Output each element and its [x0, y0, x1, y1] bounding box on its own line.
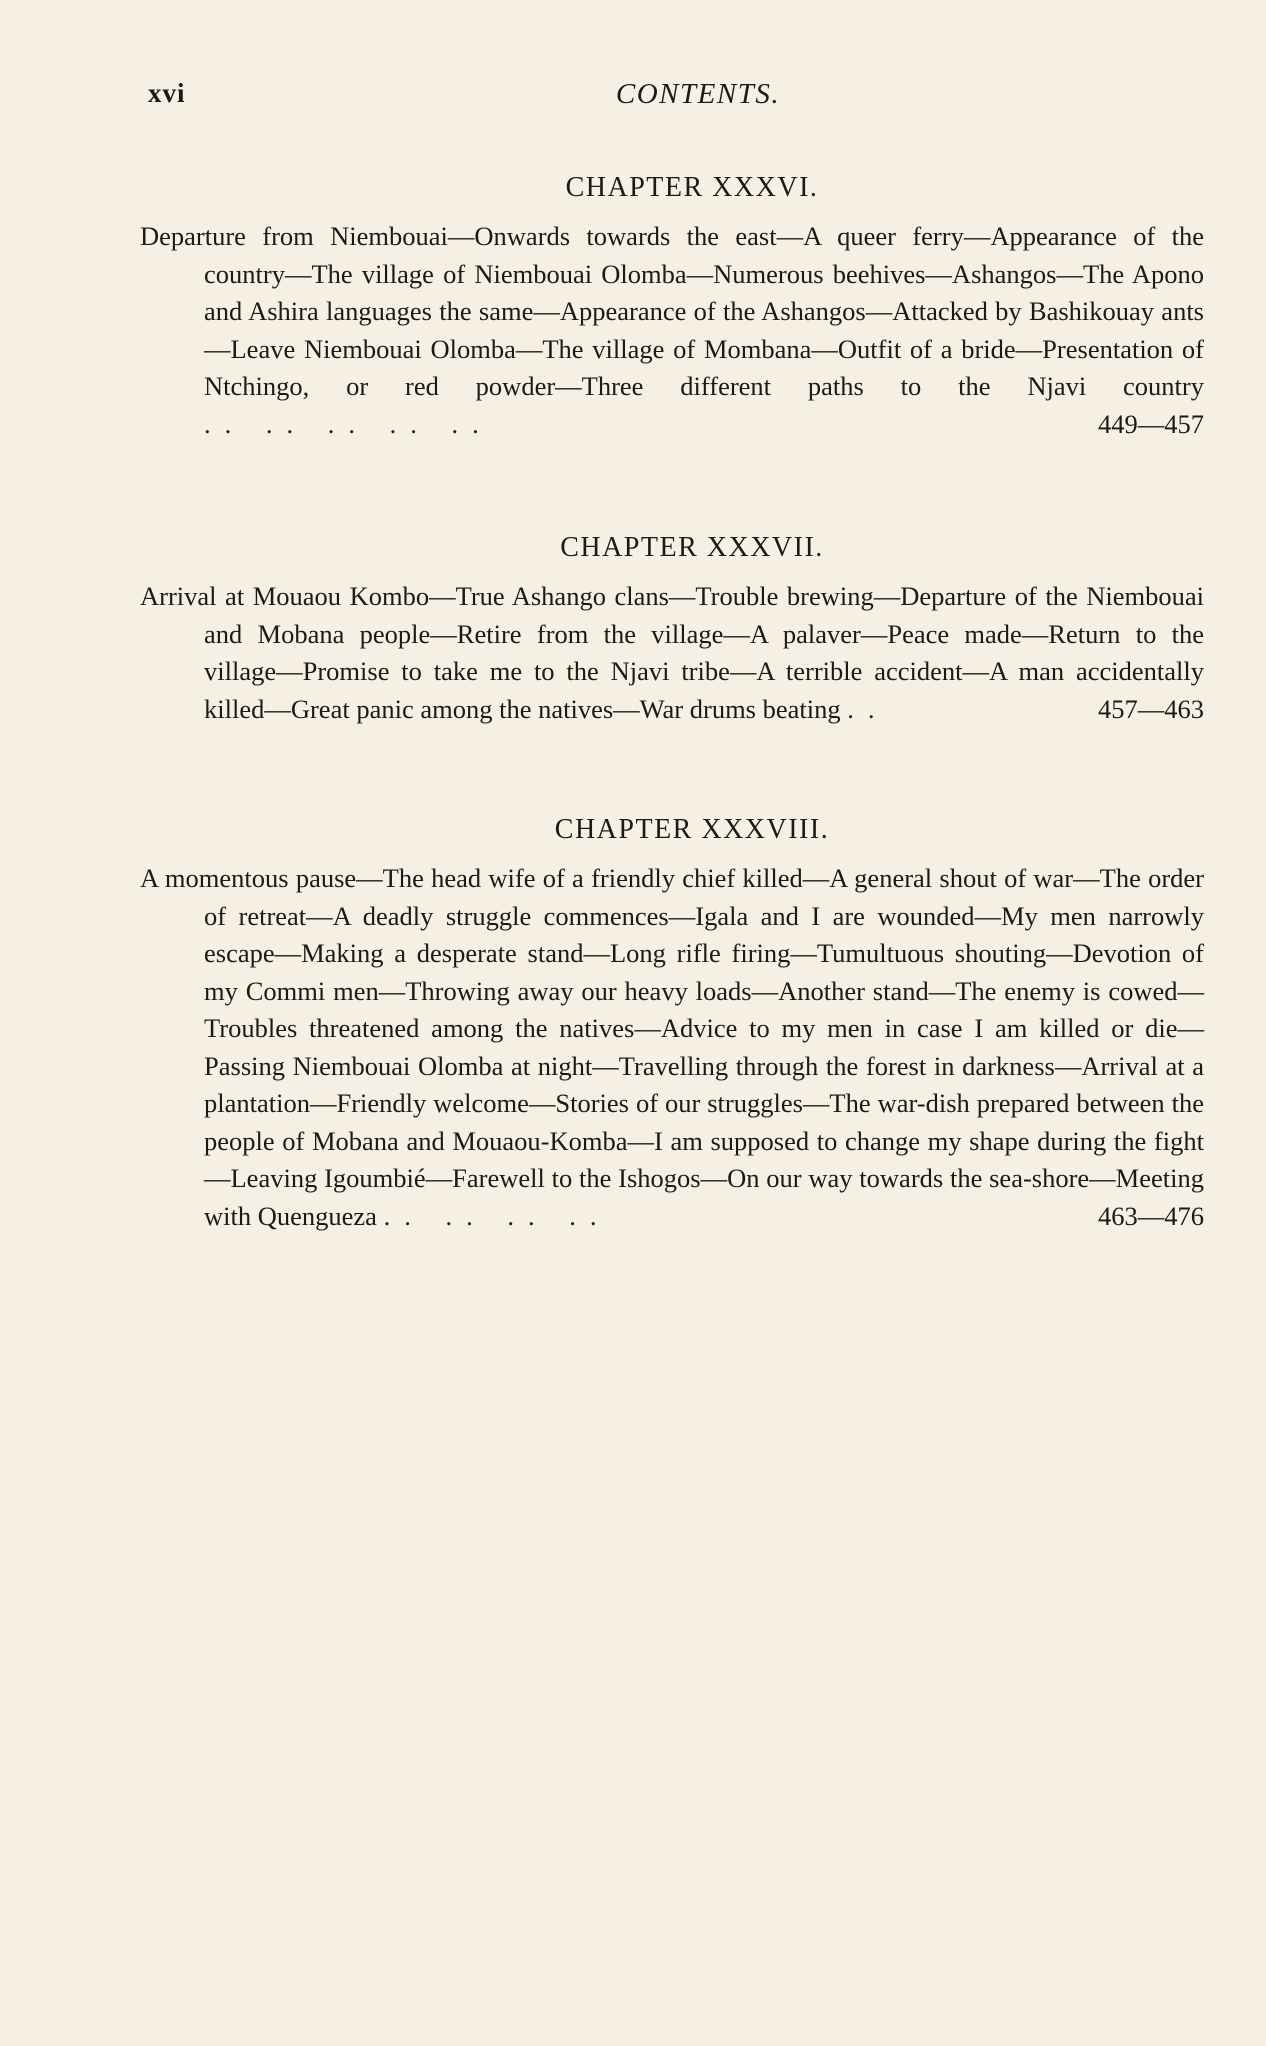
- dot-leaders: ..: [847, 693, 889, 724]
- page-range: 449—457: [1098, 408, 1204, 439]
- chapter-heading: CHAPTER XXXVII.: [560, 532, 824, 563]
- page-range: 457—463: [1098, 693, 1204, 724]
- chapter-summary: [140, 578, 1204, 728]
- chapter-heading: CHAPTER XXXVI.: [565, 172, 819, 203]
- chapter-entry: [140, 172, 1204, 443]
- dot-leaders: .. .. .. ..: [383, 1200, 611, 1231]
- chapter-summary: [140, 860, 1204, 1235]
- chapter-entry: [140, 532, 1204, 728]
- dot-leaders: .. .. .. .. ..: [204, 408, 493, 439]
- page-header: [148, 78, 1148, 118]
- page-range: 463—476: [1098, 1200, 1204, 1231]
- summary-text: Arrival at Mouaou Kombo—True Ashango clans—Trouble brewing—Departure of the Niembouai and Mobana people—Retire from the village—A palaver—Peace made—Return to the village—Promise to take me to the Njavi tribe—A terrible accident—A man accidentally killed—Great panic among the natives—War drums beating: [140, 581, 1204, 724]
- chapter-entry: [140, 814, 1204, 1235]
- page-number: xvi: [148, 78, 186, 108]
- summary-text: A momentous pause—The head wife of a friendly chief killed—A general shout of war—The order of retreat—A deadly struggle commences—Igala and I are wounded—My men narrowly escape—Making a desperate stand—Long rifle firing—Tumultuous shouting—Devotion of my Commi men—Throwing away our heavy loads—Another stand—The enemy is cowed—Troubles threatened among the natives—Advice to my men in case I am killed or die—Passing Niembouai Olomba at night—Travelling through the forest in darkness—Arrival at a plantation—Friendly welcome—Stories of our struggles—The war-dish prepared between the people of Mobana and Mouaou-Komba—I am supposed to change my shape during the fight—Leaving Igoumbié—Farewell to the Ishogos—On our way towards the sea-shore—Meeting with Quengueza: [140, 863, 1204, 1231]
- chapter-summary: [140, 218, 1204, 443]
- chapter-heading: CHAPTER XXXVIII.: [554, 814, 830, 845]
- summary-text: Departure from Niembouai—Onwards towards the east—A queer ferry—Appearance of the country—The village of Niembouai Olomba—Numerous beehives—Ashangos—The Apono and Ashira languages the same—Appearance of the Ashangos—Attacked by Bashikouay ants—Leave Niembouai Olomba—The village of Mombana—Outfit of a bride—Presentation of Ntchingo, or red powder—Three different paths to the Njavi country: [140, 221, 1204, 401]
- running-title: CONTENTS.: [615, 78, 781, 110]
